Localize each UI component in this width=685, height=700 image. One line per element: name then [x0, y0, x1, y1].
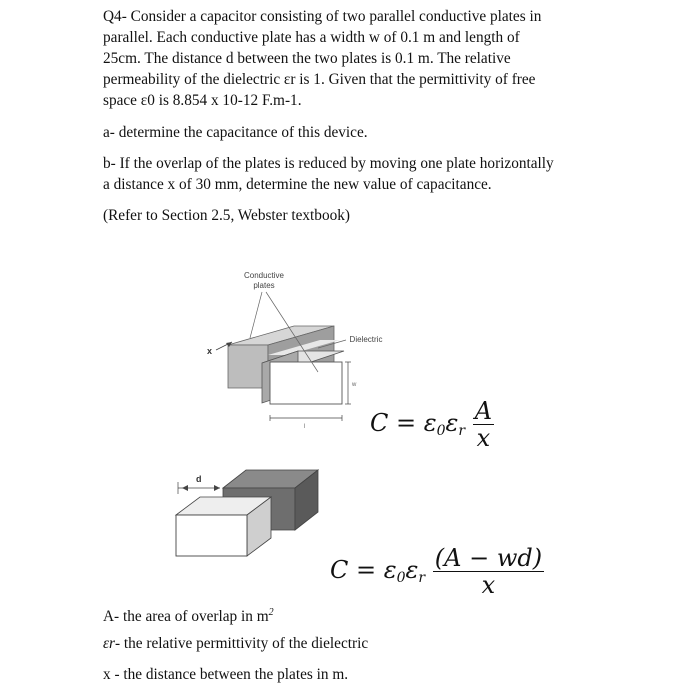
question-line-5: space ε0 is 8.854 x 10-12 F.m-1.	[103, 92, 302, 109]
eq2-denominator: x	[481, 571, 496, 599]
question-line-3: 25cm. The distance d between the two plates is 0.1 m. The relative	[103, 50, 511, 67]
eq1-fraction	[473, 398, 494, 451]
reference: (Refer to Section 2.5, Webster textbook)	[103, 207, 350, 224]
equation-capacitance	[370, 398, 494, 451]
eq2-sub-r: r	[418, 570, 426, 586]
equation-reduced-capacitance	[330, 545, 544, 598]
legend-distance: x - the distance between the plates in m.	[103, 666, 349, 683]
eq1-denominator: x	[476, 424, 491, 452]
legend-area-sup: 2	[268, 607, 274, 618]
shifted-plates-diagram	[207, 271, 382, 430]
eq2-lhs: C = ε	[330, 556, 397, 584]
label-w: w	[352, 382, 357, 388]
label-d: d	[196, 474, 202, 484]
front-plate2-face	[176, 515, 247, 556]
part-a: a- determine the capacitance of this device.	[103, 124, 368, 141]
eq1-sub-0: 0	[436, 423, 446, 439]
legend-area-text: A- the area of overlap in m	[103, 608, 269, 626]
question-line-2: parallel. Each conductive plate has a width w of 0.1 m and length of	[103, 29, 520, 46]
question-line-4: permeability of the dielectric εr is 1. Given that the permittivity of free	[103, 71, 536, 88]
part-b-line-1: b- If the overlap of the plates is reduced by moving one plate horizontally	[103, 155, 554, 172]
eq1-numerator: A	[474, 397, 493, 425]
label-plates: plates	[253, 281, 275, 290]
legend-permittivity	[103, 633, 613, 654]
front-plate-face	[270, 362, 342, 404]
eq1-sub-r: r	[458, 423, 466, 439]
legend-area	[103, 602, 613, 627]
part-b-line-2: a distance x of 30 mm, determine the new value of capacitance.	[103, 176, 492, 193]
eq2-fraction	[433, 545, 544, 598]
eq2-sub-0: 0	[396, 570, 406, 586]
legend-er-text: - the relative permittivity of the dielectric	[114, 635, 369, 652]
legend-er-symbol: εr	[103, 635, 115, 652]
label-dielectric: Dielectric	[349, 335, 383, 344]
label-x: x	[207, 346, 213, 356]
label-l: l	[304, 424, 306, 430]
aligned-plates-diagram	[176, 470, 318, 556]
eq1-eps: ε	[445, 409, 459, 437]
label-conductive: Conductive	[243, 271, 285, 280]
eq2-numerator: (A − wd)	[434, 544, 543, 572]
eq2-eps: ε	[405, 556, 419, 584]
conductive-leader-1	[250, 292, 262, 338]
eq1-lhs: C = ε	[370, 409, 437, 437]
question-line-1: Q4- Consider a capacitor consisting of two parallel conductive plates in	[103, 8, 542, 25]
